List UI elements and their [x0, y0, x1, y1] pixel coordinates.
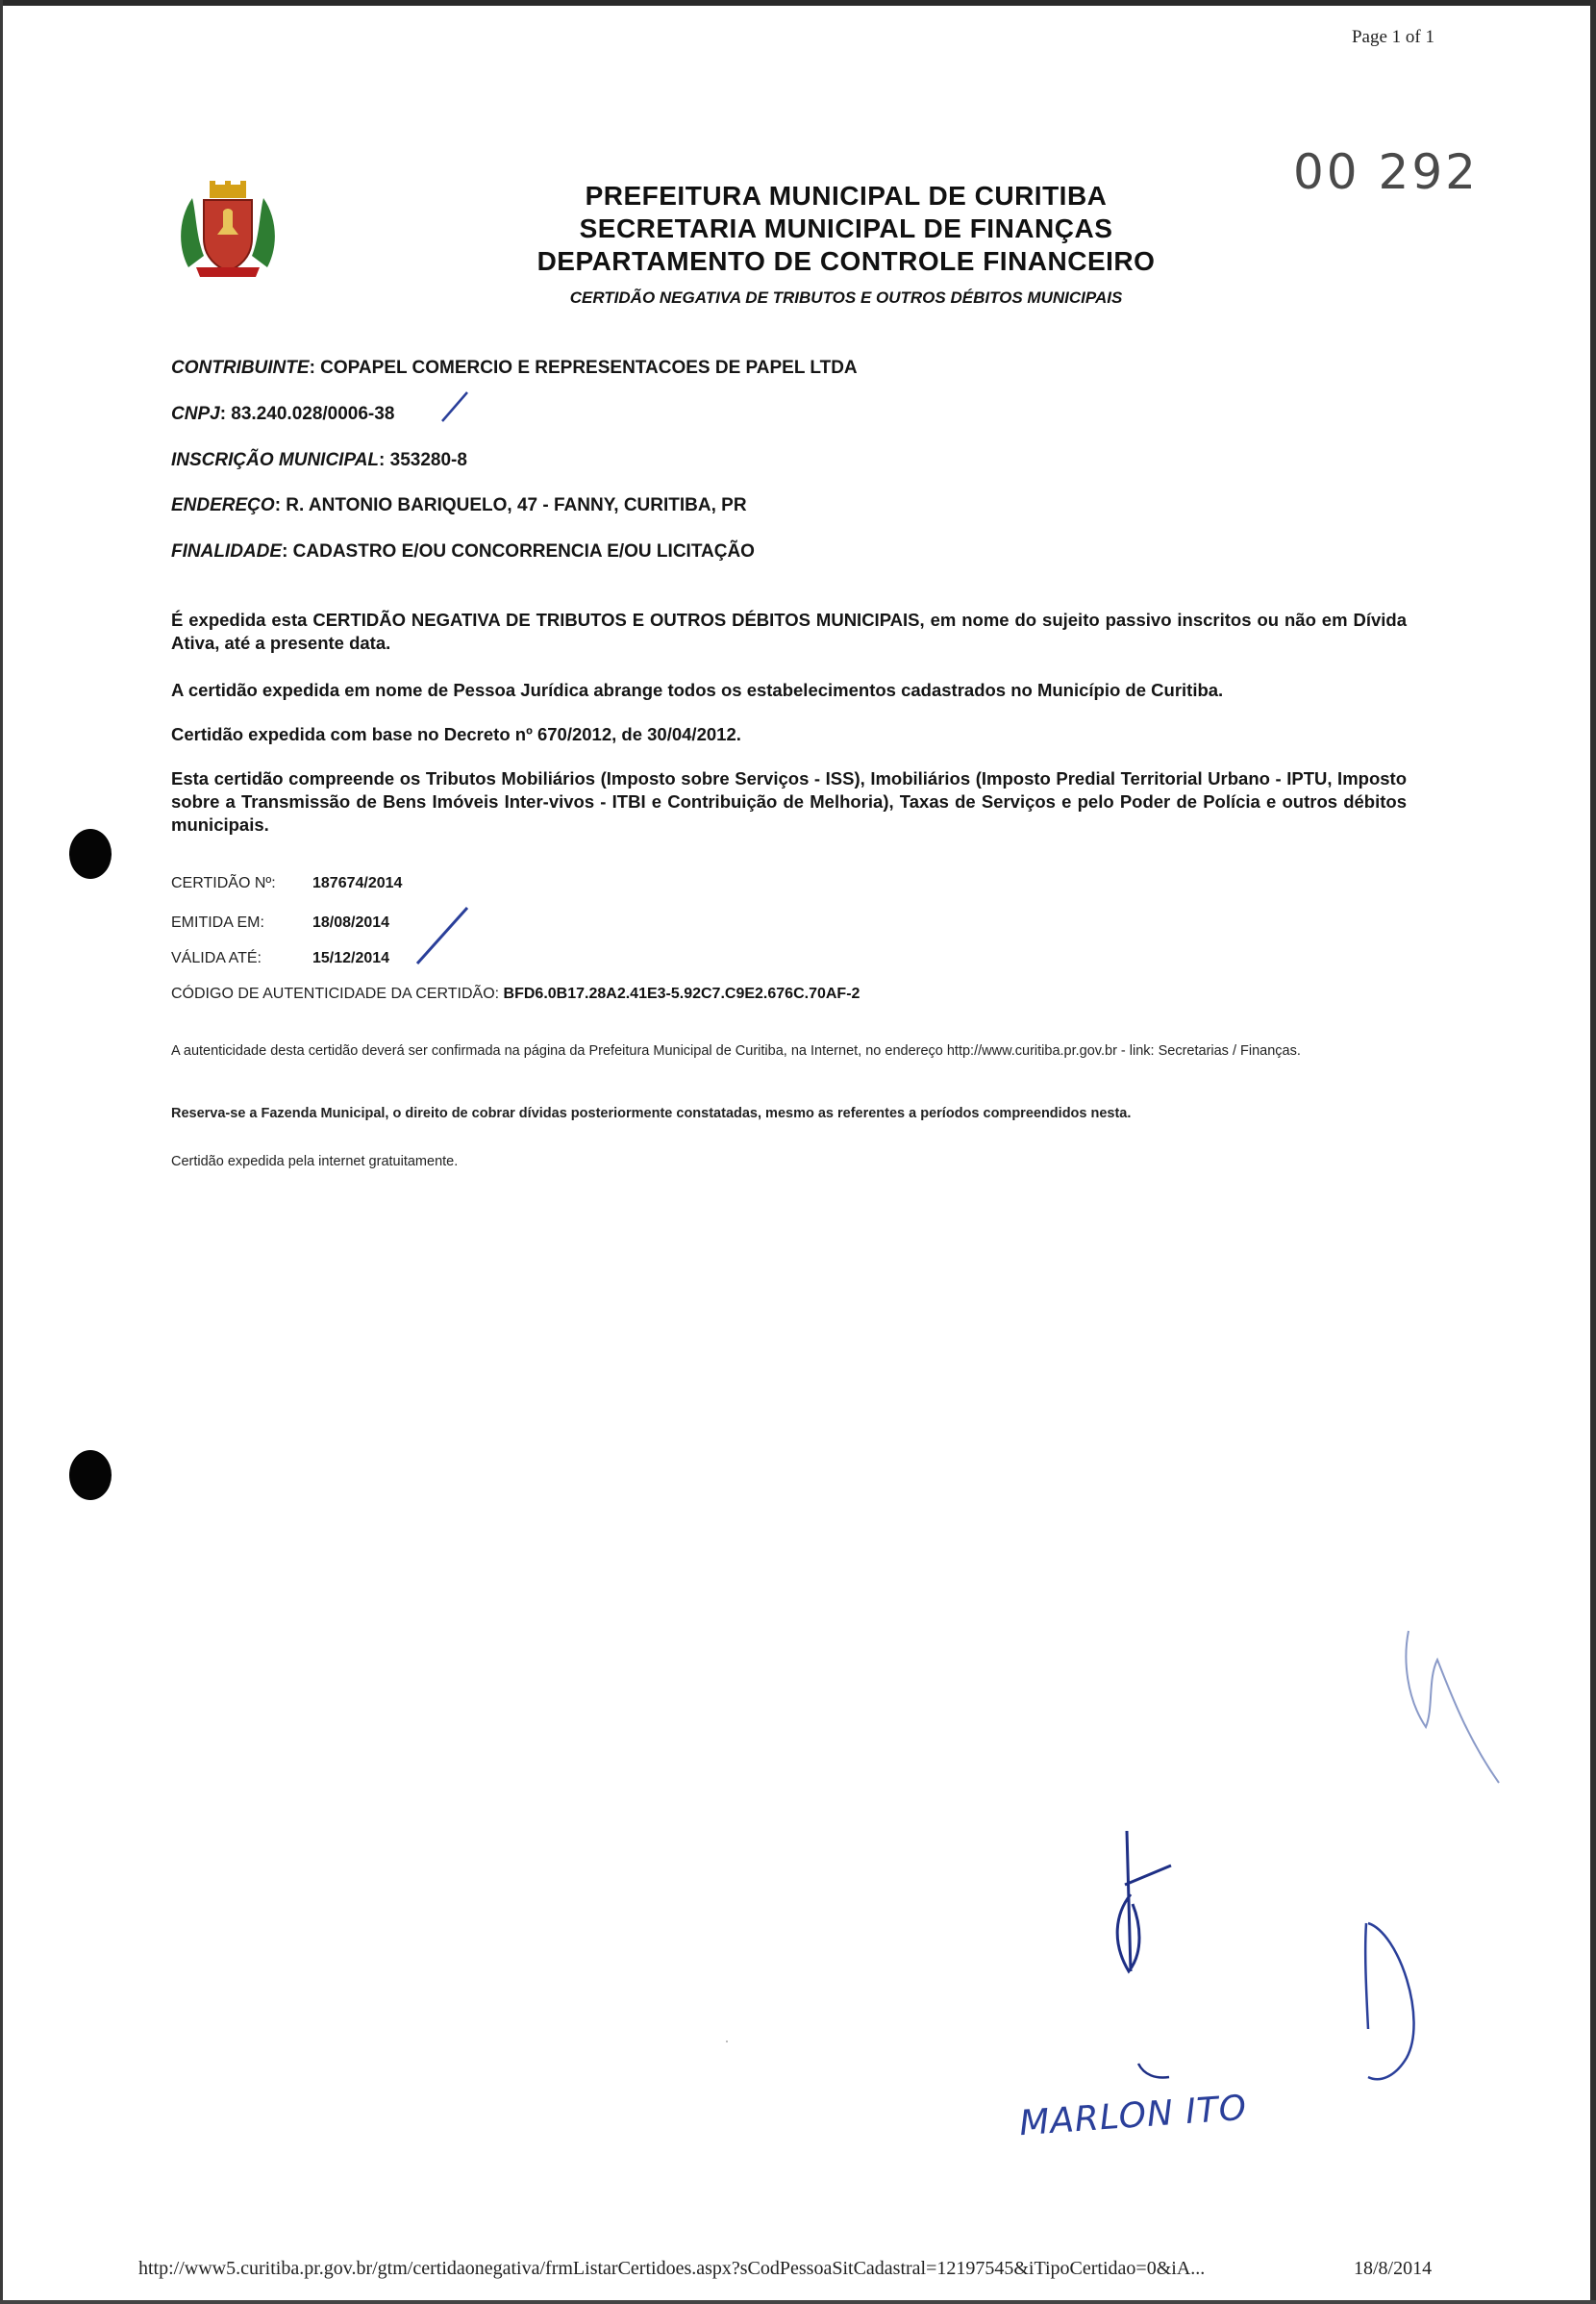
footer-date: 18/8/2014 [1354, 2258, 1433, 2279]
punch-hole [69, 829, 112, 879]
field-inscricao-municipal: INSCRIÇÃO MUNICIPAL: 353280-8 [171, 450, 467, 470]
field-value: 83.240.028/0006-38 [231, 404, 395, 424]
field-value: COPAPEL COMERCIO E REPRESENTACOES DE PAPEL LTDA [320, 358, 858, 378]
authenticity-code-line [171, 986, 860, 1003]
footer-url: http://www5.curitiba.pr.gov.br/gtm/certidaonegativa/frmListarCertidoes.aspx?sCodPessoaSitCadastral=12197545&iTipoCertidao=0&iA... [138, 2258, 1206, 2279]
scan-edge-left [0, 0, 3, 2304]
paragraph-scope: A certidão expedida em nome de Pessoa Jurídica abrange todos os estabelecimentos cadastrados no Município de Curitiba. [171, 680, 1224, 700]
handwritten-dash [1135, 2058, 1173, 2083]
signature-initial-right-bottom [1360, 1914, 1437, 2096]
field-cnpj: CNPJ: 83.240.028/0006-38 [171, 404, 395, 424]
field-label: FINALIDADE [171, 541, 283, 562]
field-label: INSCRIÇÃO MUNICIPAL [171, 450, 380, 470]
handwritten-name: MARLON ITO [1017, 2088, 1249, 2144]
valid-until-date: 15/12/2014 [312, 950, 390, 966]
header-departamento: DEPARTAMENTO DE CONTROLE FINANCEIRO [536, 246, 1156, 276]
field-label: CNPJ [171, 404, 220, 424]
scan-speck [726, 2041, 728, 2042]
authenticity-code-label: CÓDIGO DE AUTENTICIDADE DA CERTIDÃO: [171, 986, 500, 1002]
paragraph-tributes: Esta certidão compreende os Tributos Mobiliários (Imposto sobre Serviços - ISS), Imobiliários (Imposto Predial Territorial Urbano - IPTU, Imposto sobre a Transmissão de Bens Imóveis Inter-vivos - ITBI e Contribuição de Melhoria), Taxas de Serviços e pelo Poder de Polícia e outros débitos municipais. [171, 768, 1407, 835]
field-label: ENDEREÇO [171, 495, 275, 515]
note-authenticity: A autenticidade desta certidão deverá ser confirmada na página da Prefeitura Municipal de Curitiba, na Internet, no endereço http://www.curitiba.pr.gov.br - link: Secretarias / Finanças. [171, 1043, 1301, 1059]
punch-hole [69, 1450, 112, 1500]
protocol-stamp-number: 00 292 [1293, 144, 1479, 200]
issued-date-label: EMITIDA EM: [171, 914, 264, 931]
field-label: CONTRIBUINTE [171, 358, 310, 378]
authenticity-code: BFD6.0B17.28A2.41E3-5.92C7.C9E2.676C.70AF-2 [503, 986, 860, 1002]
field-value: CADASTRO E/OU CONCORRENCIA E/OU LICITAÇÃO [292, 541, 755, 562]
page-number: Page 1 of 1 [1351, 27, 1434, 47]
check-mark-cnpj [440, 388, 469, 423]
field-value: R. ANTONIO BARIQUELO, 47 - FANNY, CURITIBA, PR [286, 495, 747, 515]
document-subtitle: CERTIDÃO NEGATIVA DE TRIBUTOS E OUTROS DÉBITOS MUNICIPAIS [569, 288, 1123, 307]
header-prefeitura: PREFEITURA MUNICIPAL DE CURITIBA [585, 181, 1108, 211]
issued-date: 18/08/2014 [312, 914, 390, 931]
paragraph-declaration: É expedida esta CERTIDÃO NEGATIVA DE TRIBUTOS E OUTROS DÉBITOS MUNICIPAIS, em nome do sujeito passivo inscritos ou não em Dívida Ativa, até a presente data. [171, 610, 1407, 653]
signature-mark [1106, 1827, 1183, 1981]
scan-edge-right [1590, 0, 1596, 2304]
scan-edge-bottom [0, 2300, 1596, 2304]
header-secretaria: SECRETARIA MUNICIPAL DE FINANÇAS [579, 213, 1113, 243]
field-value: 353280-8 [389, 450, 467, 470]
field-endereco: ENDEREÇO: R. ANTONIO BARIQUELO, 47 - FANNY, CURITIBA, PR [171, 495, 747, 515]
paragraph-decree: Certidão expedida com base no Decreto nº 670/2012, de 30/04/2012. [171, 724, 741, 744]
scan-edge-top [0, 0, 1596, 6]
note-reservation: Reserva-se a Fazenda Municipal, o direito de cobrar dívidas posteriormente constatadas, mesmo as referentes a períodos compreendidos nesta. [171, 1106, 1132, 1121]
valid-until-label: VÁLIDA ATÉ: [171, 950, 262, 966]
field-contribuinte: CONTRIBUINTE: COPAPEL COMERCIO E REPRESENTACOES DE PAPEL LTDA [171, 358, 858, 378]
field-finalidade: FINALIDADE: CADASTRO E/OU CONCORRENCIA E/OU LICITAÇÃO [171, 541, 755, 562]
check-mark-dates [413, 904, 471, 967]
certificate-number-label: CERTIDÃO Nº: [171, 875, 276, 891]
signature-initial-right-top [1399, 1621, 1505, 1785]
note-free-issue: Certidão expedida pela internet gratuitamente. [171, 1154, 459, 1169]
certificate-number: 187674/2014 [312, 875, 403, 891]
